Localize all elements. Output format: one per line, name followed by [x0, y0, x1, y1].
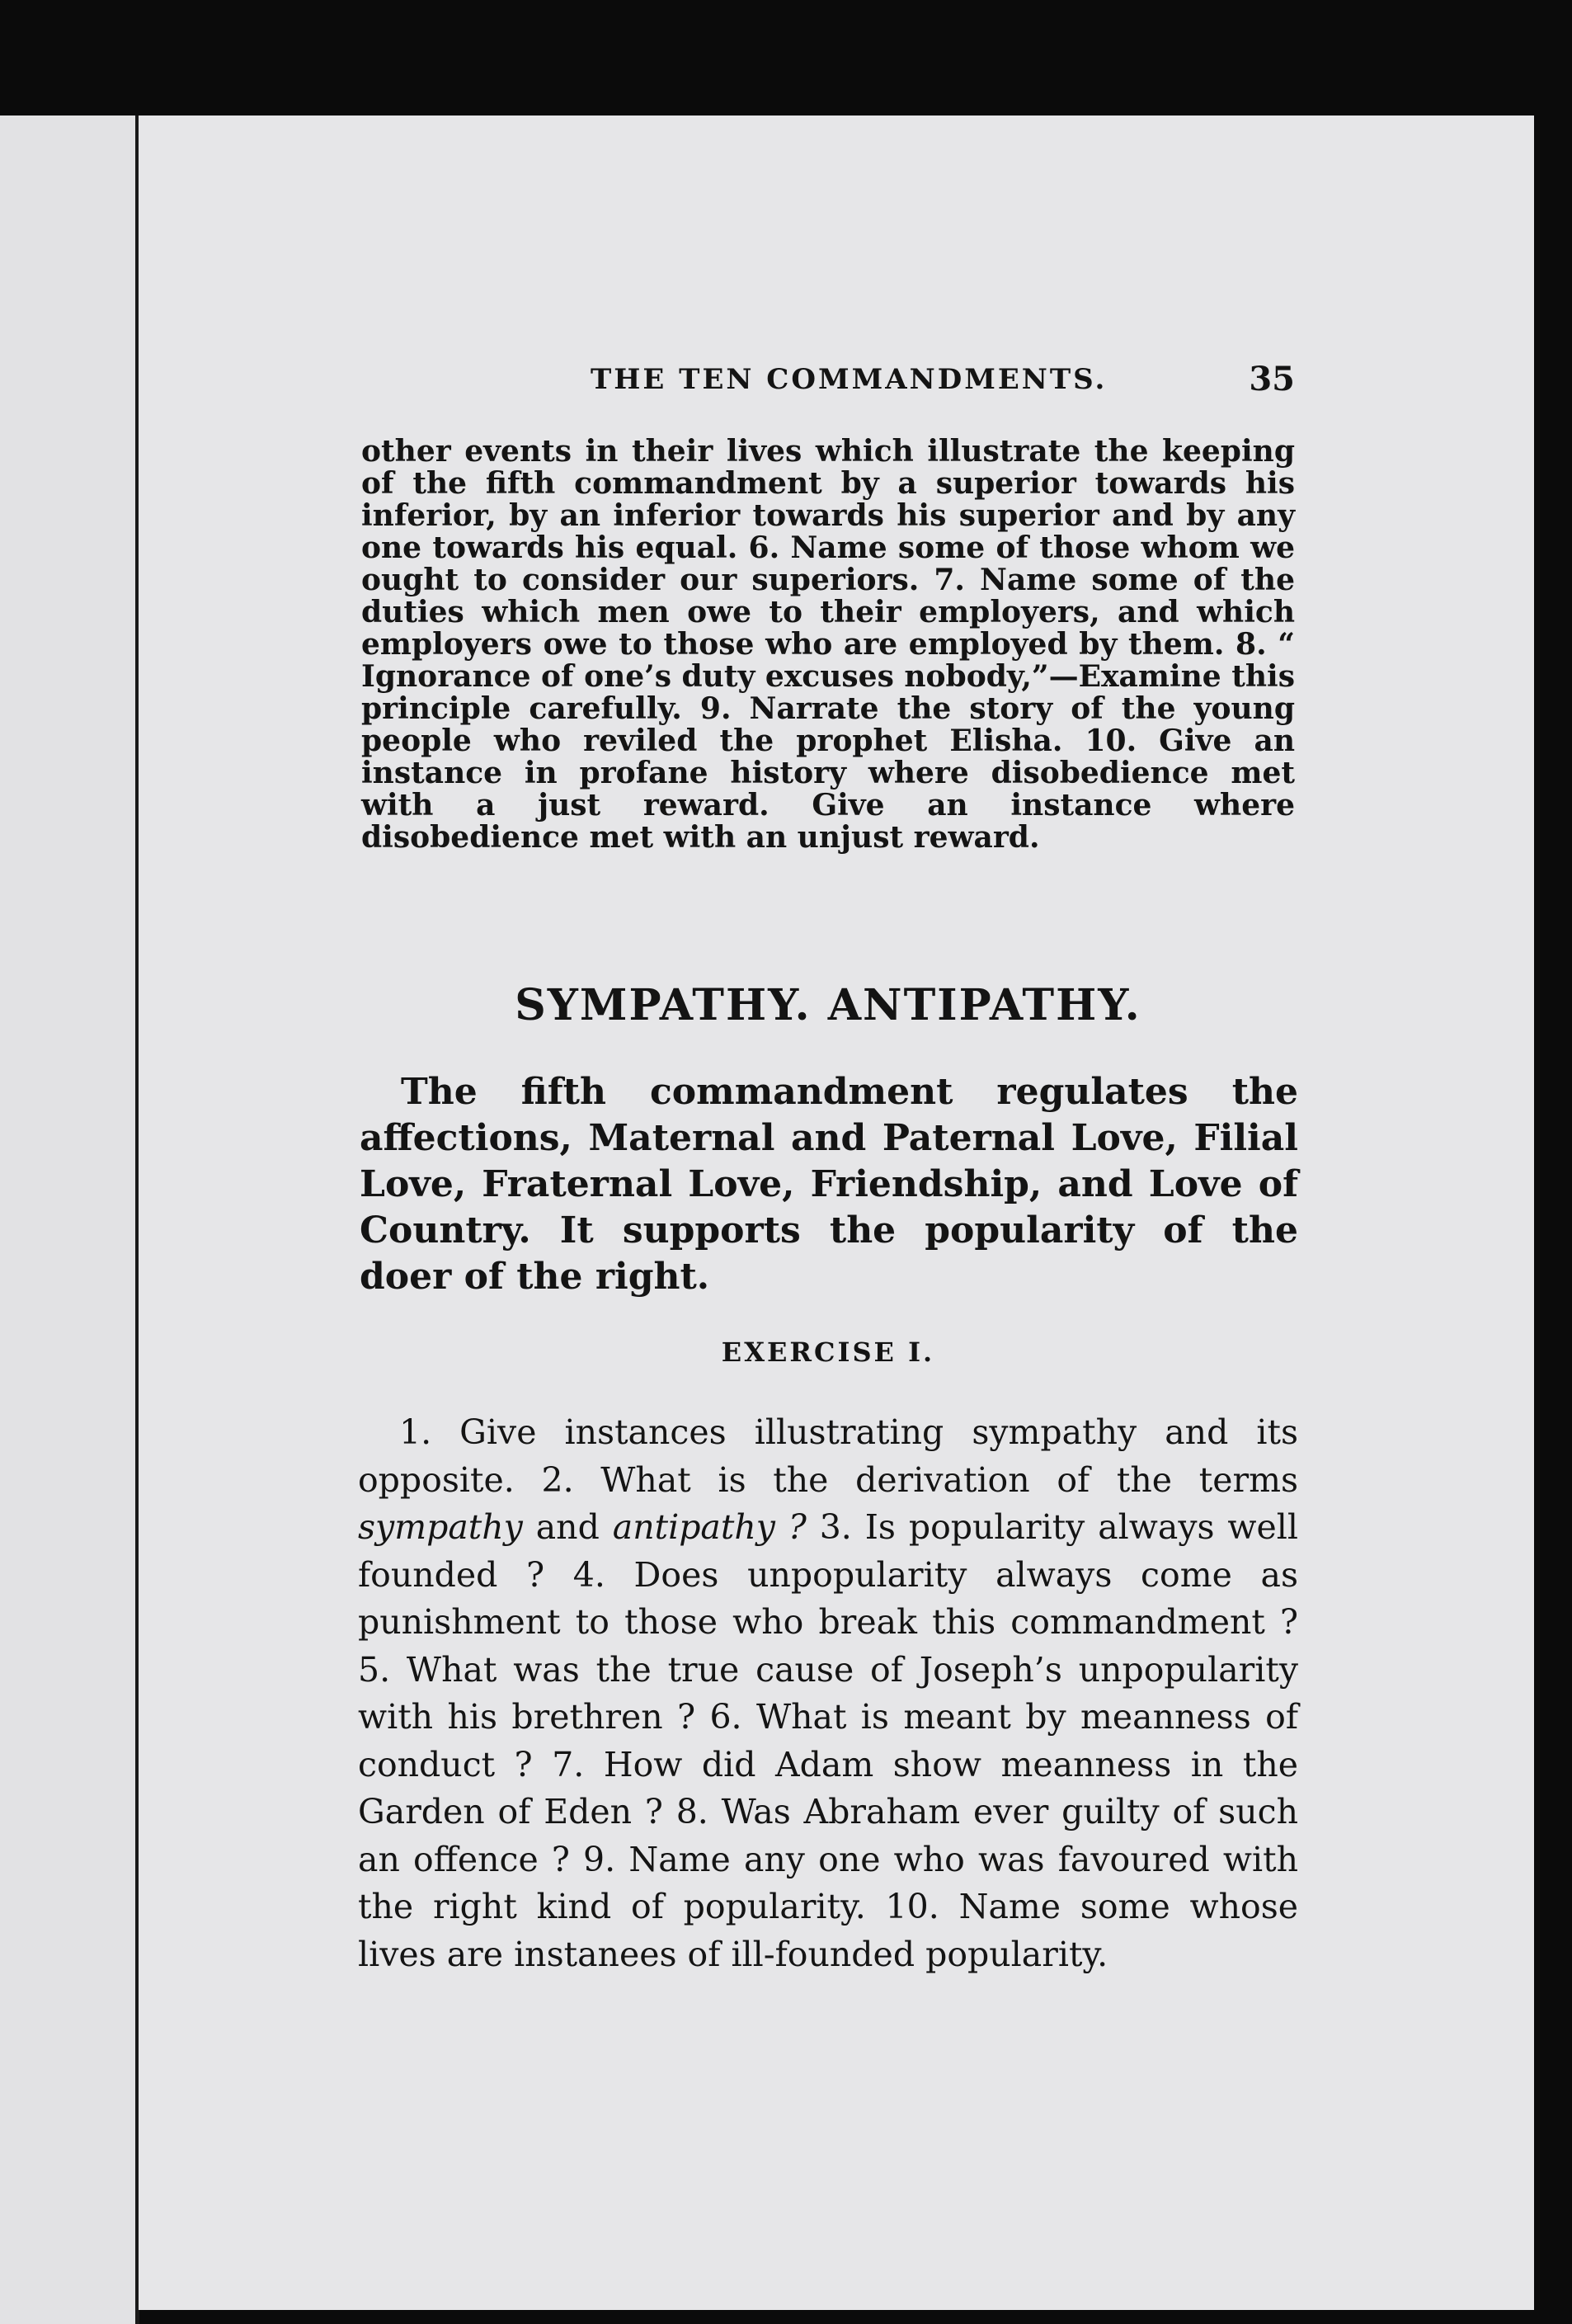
intro-text: The fifth commandment regulates the affections, Maternal and Paternal Love, Filial Love, Fraternal Love, Friendship, and Love of Country. It supports the popularity of the doer of the right.	[360, 1071, 1298, 1298]
continued-paragraph: other events in their lives which illustrate the keeping of the fifth commandment by a superior towards his inferior, by an inferior towards his superior and by any one towards his equal. 6. Name some of those whom we ought to consider our superiors. 7. Name some of the duties which men owe to their employers, and which employers owe to those who are employed by them. 8. “ Ignorance of one’s duty excuses nobody,”—Examine this principle carefully. 9. Narrate the story of the young people who reviled the prophet Elisha. 10. Give an instance in profane history where disobedience met with a just reward. Give an instance where disobedience met with an unjust reward.	[361, 434, 1295, 855]
exercise-and: and	[535, 1507, 600, 1547]
exercise-questions	[358, 1409, 1298, 1978]
exercise-text-1: 1. Give instances illustrating sympathy and its opposite. 2. What is the derivation of the terms	[358, 1412, 1298, 1500]
scan-border	[1534, 115, 1572, 2324]
running-head	[221, 360, 1295, 412]
page-number: 35	[1249, 360, 1295, 398]
exercise-title: EXERCISE I.	[721, 1336, 935, 1368]
exercise-text-2: 3. Is popularity always well founded ? 4. Does unpopularity always come as punishment to those who break this commandment ? 5. What was the true cause of Joseph’s unpopularity with his brethren ? 6. What is meant by meanness of conduct ? 7. How did Adam show meanness in the Garden of Eden ? 8. Was Abraham ever guilty of such an offence ? 9. Name any one who was favoured with the right kind of popularity. 10. Name some whose lives are instanees of ill-founded popularity.	[358, 1507, 1298, 1974]
facing-page-edge	[0, 115, 139, 2324]
section-intro	[360, 1069, 1298, 1300]
section-heading: SYMPATHY. ANTIPATHY.	[515, 980, 1141, 1030]
term-sympathy: sympathy	[358, 1507, 523, 1547]
term-antipathy: antipathy ?	[612, 1507, 807, 1547]
running-title: THE TEN COMMANDMENTS.	[591, 363, 1108, 396]
